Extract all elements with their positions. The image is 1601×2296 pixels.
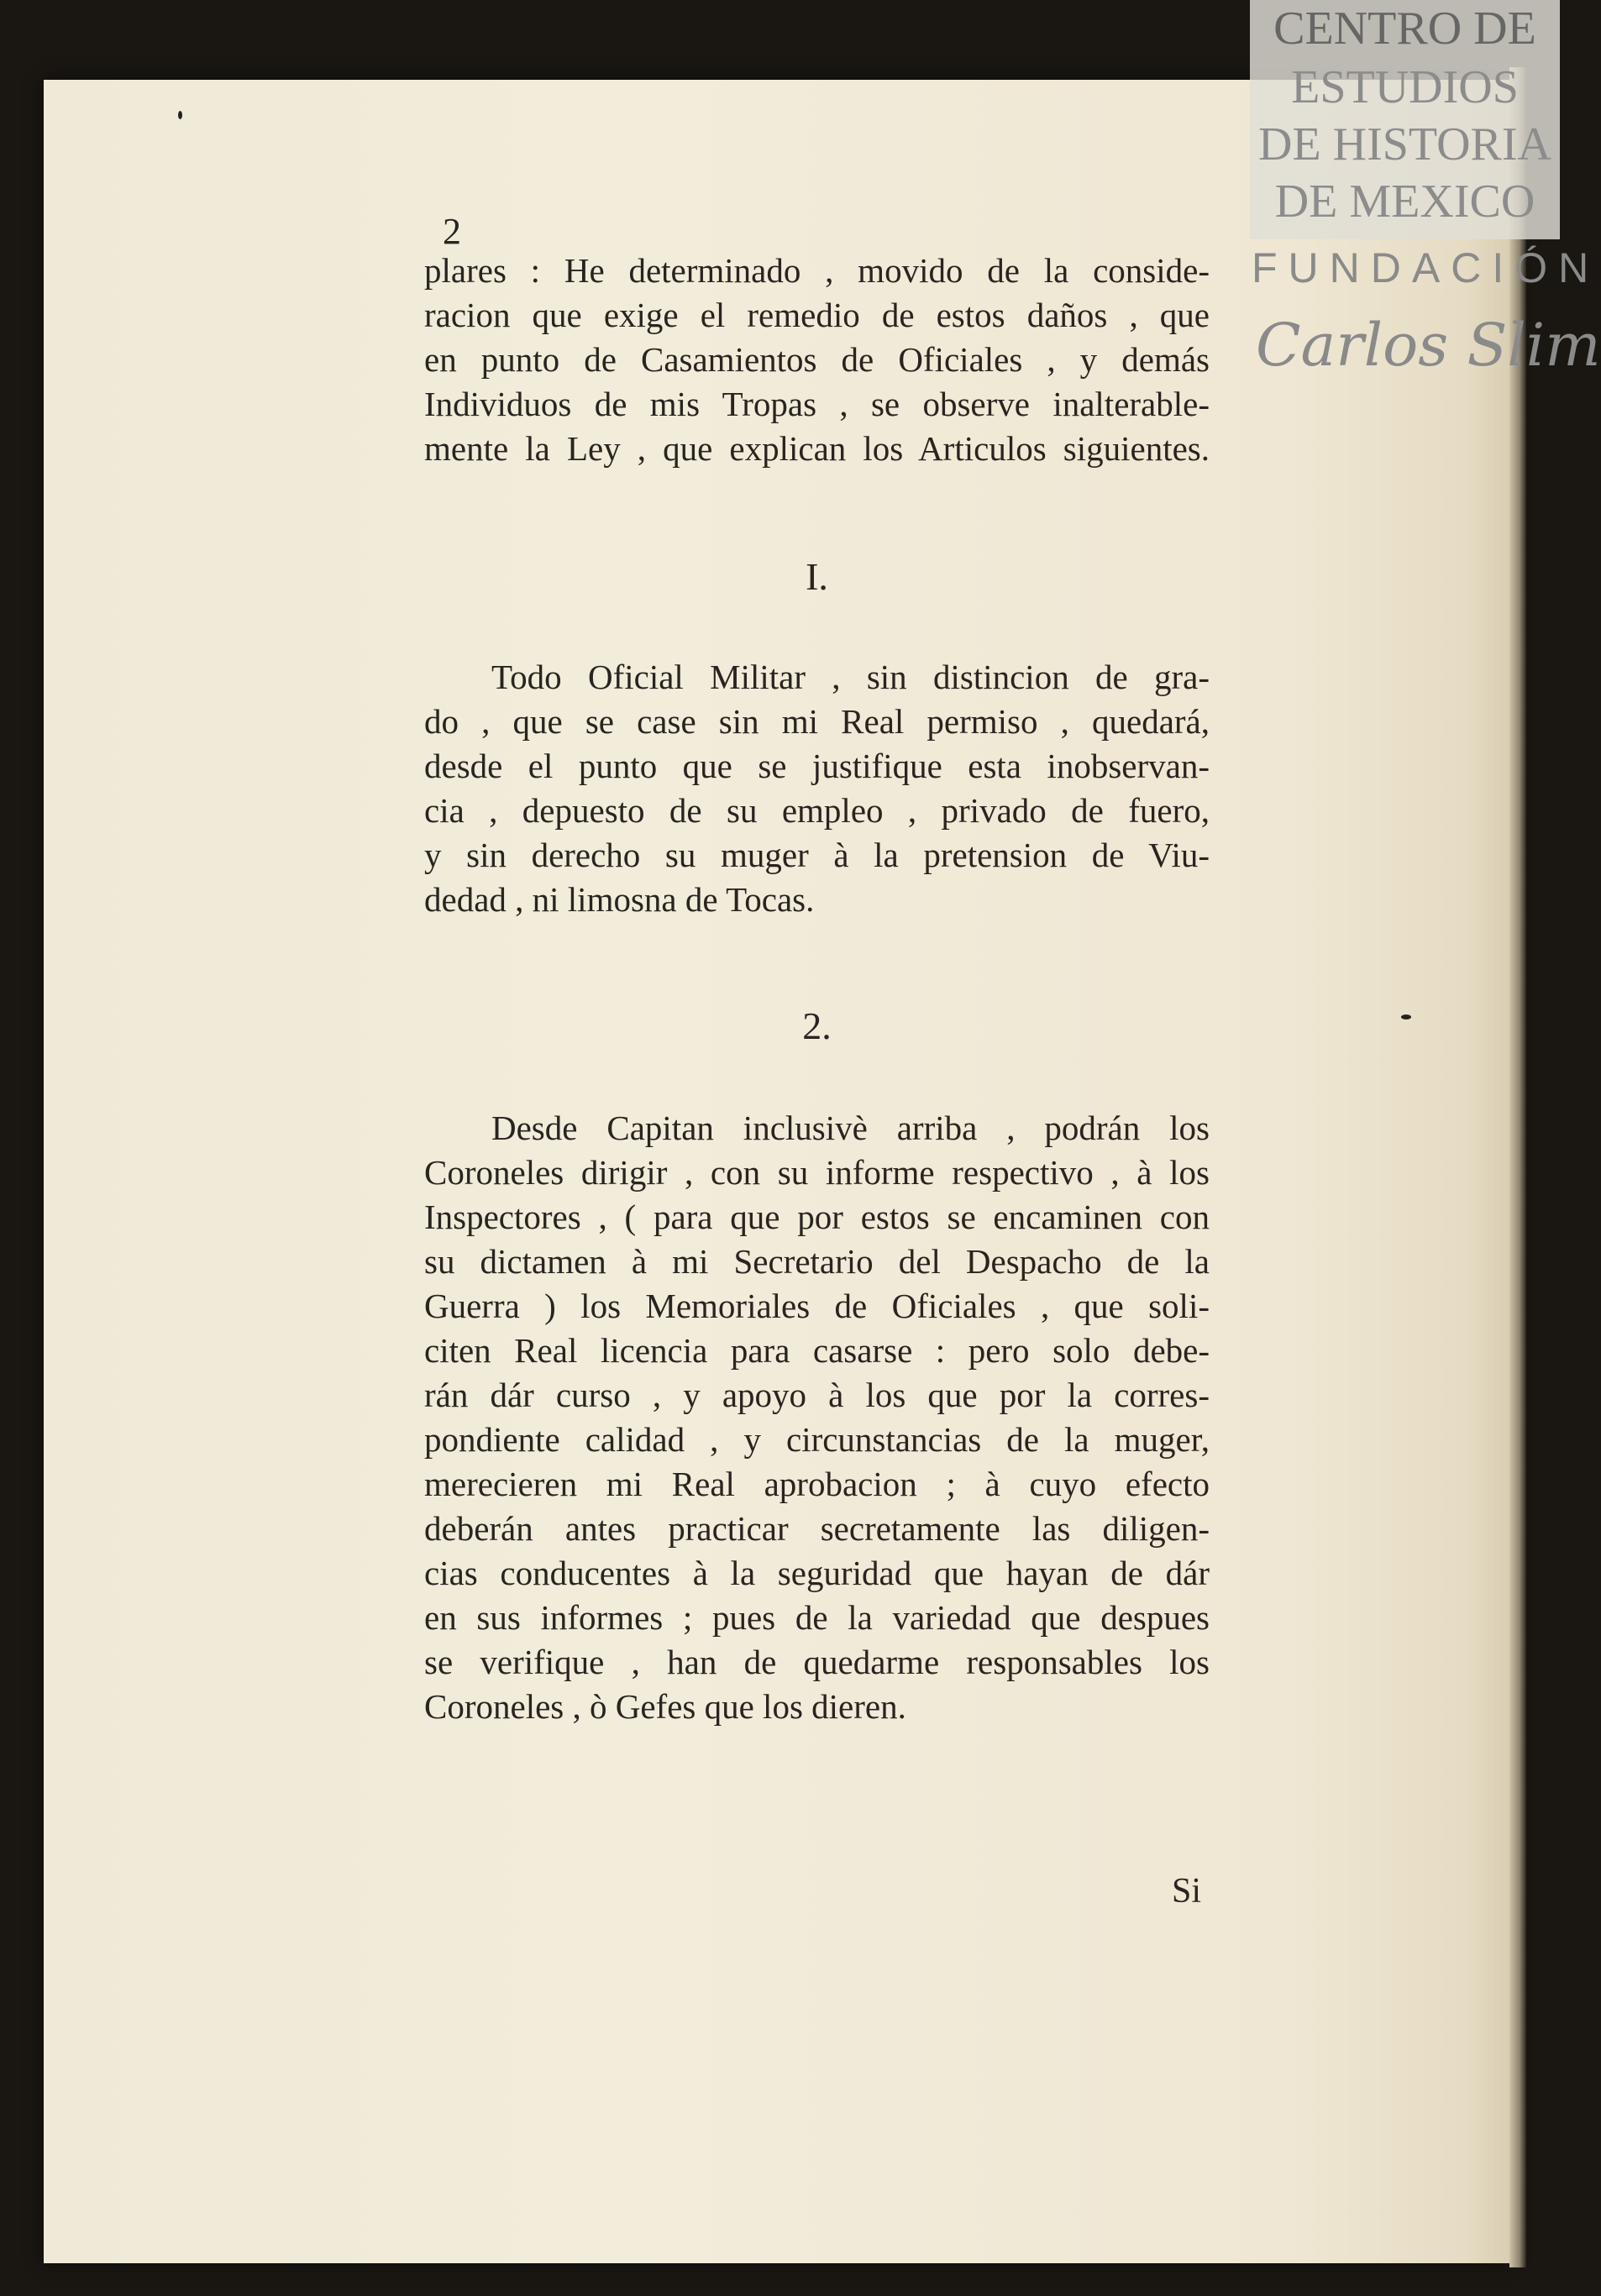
text-line: pondiente calidad , y circunstancias de la muger,: [424, 1420, 1210, 1459]
text-line: deberán antes practicar secretamente las diligen-: [424, 1509, 1210, 1548]
text-line: dedad , ni limosna de Tocas.: [424, 880, 815, 919]
text-line: y sin derecho su muger à la pretension de Viu-: [424, 836, 1210, 874]
text-line: Coroneles , ò Gefes que los dieren.: [424, 1687, 906, 1726]
text-line: Guerra ) los Memoriales de Oficiales , que soli-: [424, 1287, 1210, 1325]
page-edge: [1509, 67, 1526, 2267]
text-line: rán dár curso , y apoyo à los que por la corres-: [424, 1376, 1210, 1414]
text-line: se verifique , han de quedarme responsables los: [424, 1643, 1210, 1681]
text-line: mente la Ley , que explican los Articulos siguientes.: [424, 429, 1210, 468]
text-line: merecieren mi Real aprobacion ; à cuyo efecto: [424, 1465, 1210, 1503]
text-line: Individuos de mis Tropas , se observe inalterable-: [424, 385, 1210, 423]
text-line: plares : He determinado , movido de la conside-: [424, 251, 1210, 290]
article-2-heading: 2.: [802, 1004, 832, 1047]
text-line: do , que se case sin mi Real permiso , quedará,: [424, 702, 1210, 741]
catchword: Si: [1172, 1872, 1202, 1911]
watermark-line: CENTRO DE: [1273, 3, 1536, 55]
article-1-heading: I.: [806, 555, 828, 598]
text-line: Todo Oficial Militar , sin distincion de gra-: [491, 658, 1210, 696]
ink-speck: [178, 111, 182, 119]
text-line: Desde Capitan inclusivè arriba , podrán los: [491, 1109, 1210, 1147]
text-line: racion que exige el remedio de estos daños , que: [424, 296, 1210, 334]
watermark-signature: Carlos Slim: [1256, 311, 1601, 380]
text-line: Inspectores , ( para que por estos se encaminen con: [424, 1198, 1210, 1236]
text-line: su dictamen à mi Secretario del Despacho de la: [424, 1242, 1210, 1281]
ink-speck: [1401, 1014, 1411, 1020]
watermark-line: ESTUDIOS: [1291, 61, 1519, 113]
watermark-foundation: FUNDACIÓN: [1252, 244, 1600, 291]
text-line: en punto de Casamientos de Oficiales , y demás: [424, 340, 1210, 379]
text-line: cias conducentes à la seguridad que hayan de dár: [424, 1554, 1210, 1592]
watermark-line: DE HISTORIA: [1258, 118, 1551, 170]
page-number: 2: [443, 211, 461, 252]
text-line: cia , depuesto de su empleo , privado de fuero,: [424, 791, 1210, 830]
intro-paragraph: [424, 249, 1210, 471]
article-2-paragraph: [424, 1106, 1210, 1729]
article-1-paragraph: [424, 655, 1210, 922]
text-line: en sus informes ; pues de la variedad que despues: [424, 1598, 1210, 1637]
watermark-line: DE MEXICO: [1274, 176, 1535, 228]
text-line: desde el punto que se justifique esta inobservan-: [424, 747, 1210, 785]
text-line: citen Real licencia para casarse : pero solo debe-: [424, 1331, 1210, 1370]
text-line: Coroneles dirigir , con su informe respectivo , à los: [424, 1153, 1210, 1192]
